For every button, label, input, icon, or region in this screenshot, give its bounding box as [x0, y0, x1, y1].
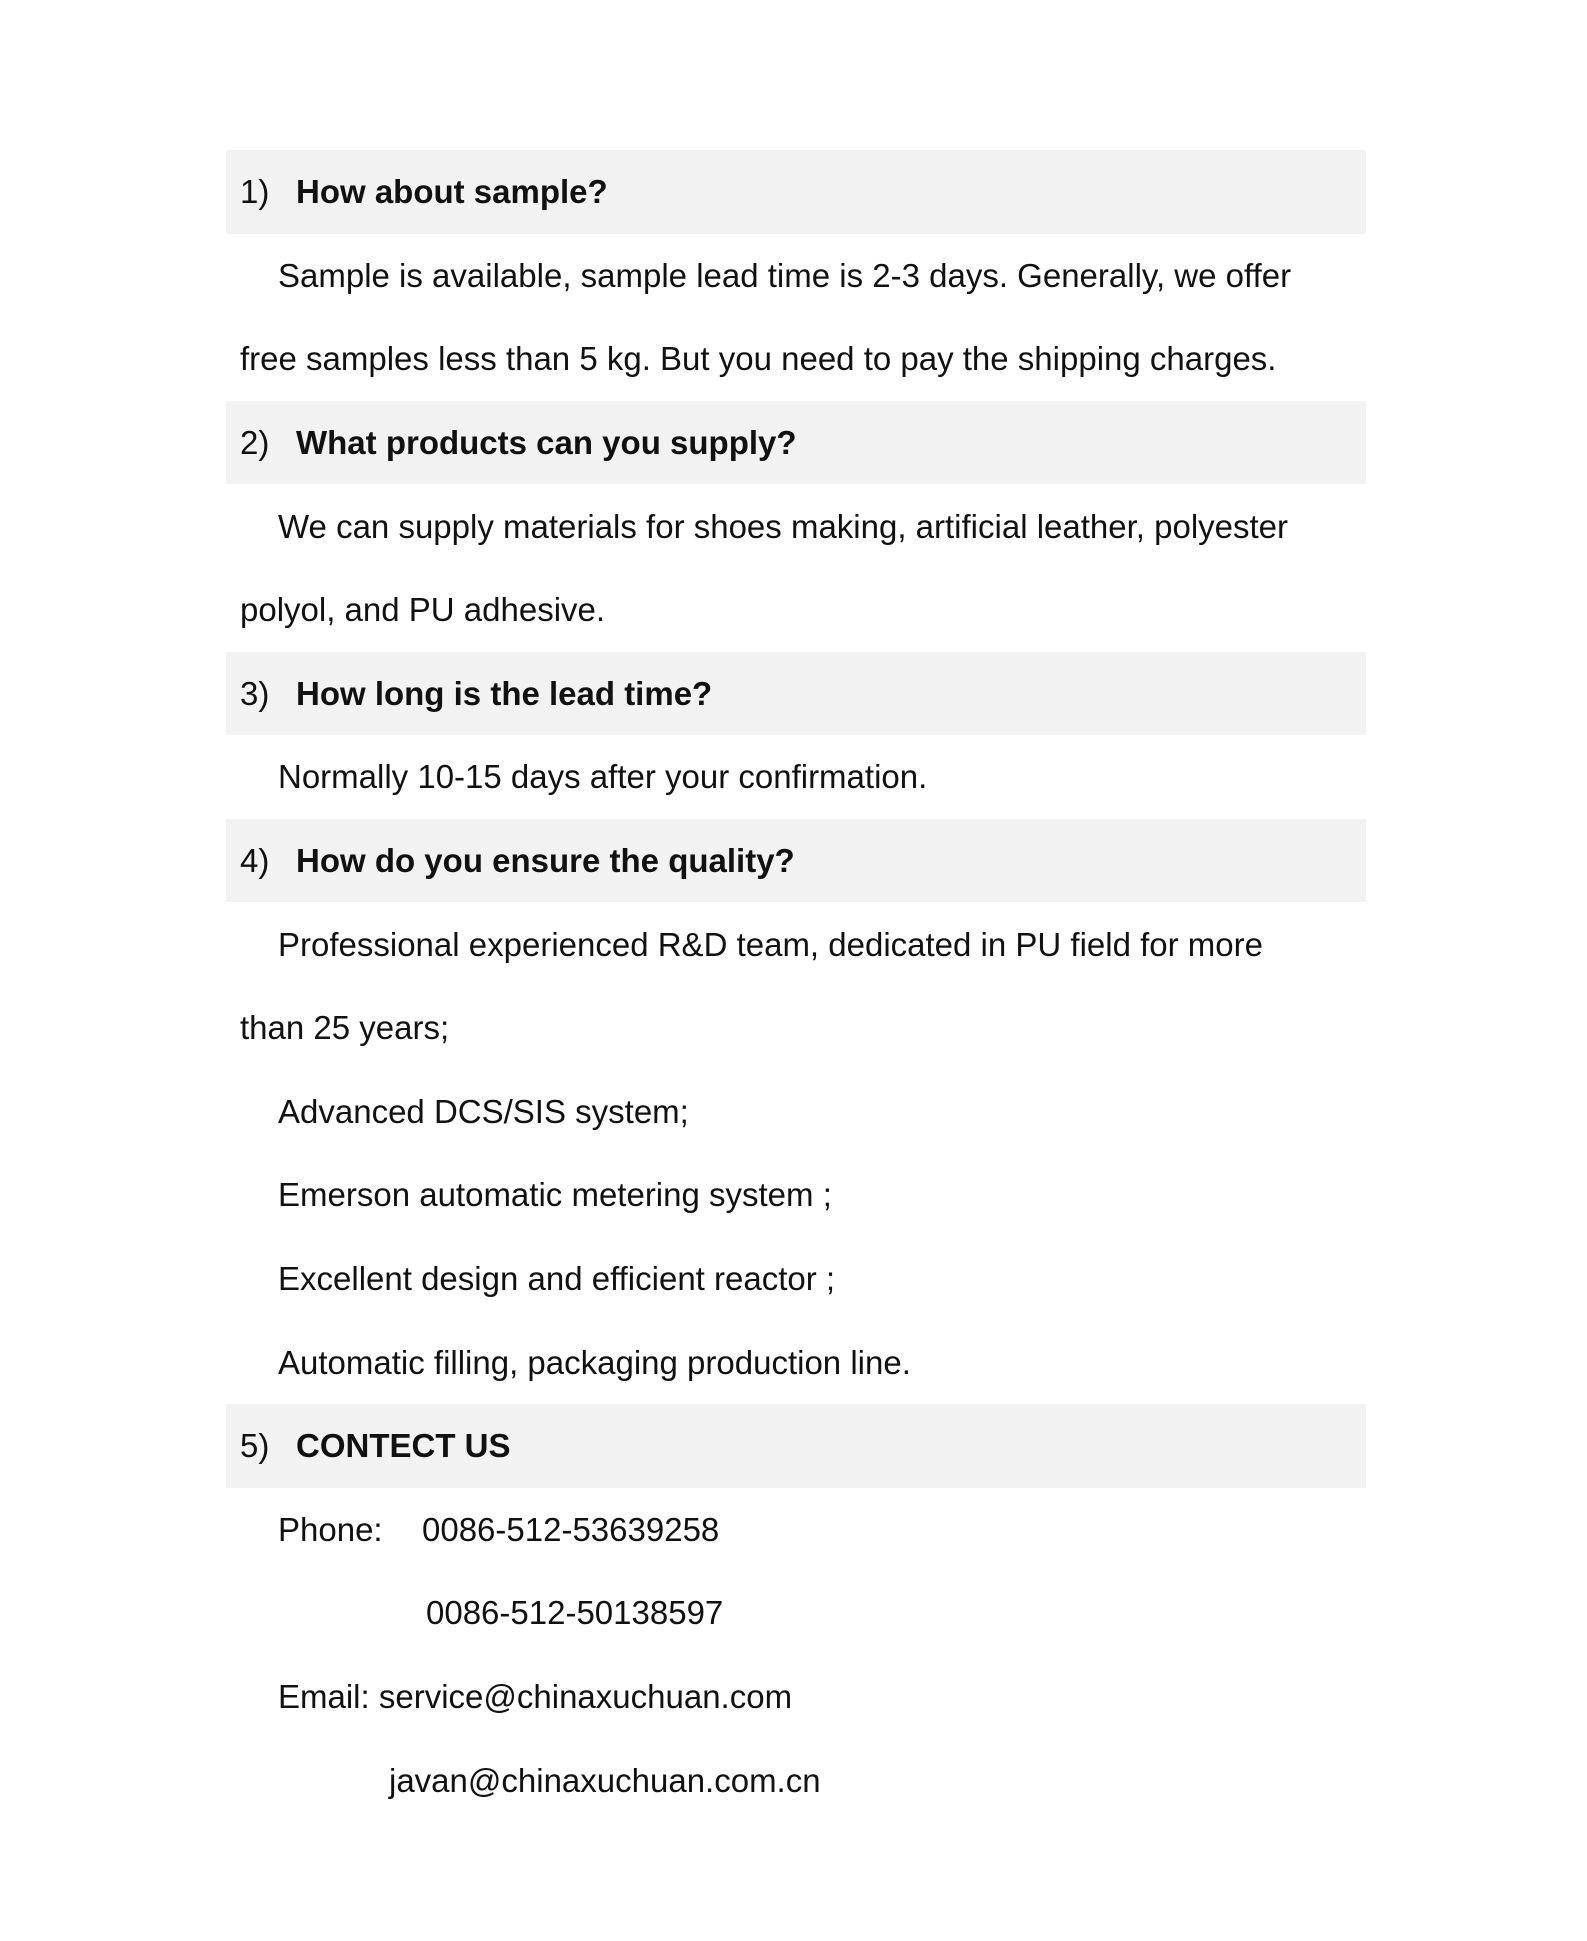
phone-number: 0086-512-53639258: [422, 1510, 720, 1548]
email-address: service@chinaxuchuan.com: [378, 1677, 793, 1715]
faq-answer-line: free samples less than 5 kg. But you need to pay the shipping charges.: [240, 340, 1277, 378]
faq-answer-line: than 25 years;: [240, 1009, 450, 1047]
faq-question: How about sample?: [296, 173, 608, 211]
contact-heading: [226, 1404, 1366, 1488]
faq-answer-line: Sample is available, sample lead time is 2-3 days. Generally, we offer: [278, 256, 1292, 294]
faq-answer-line: We can supply materials for shoes making, artificial leather, polyester: [278, 507, 1289, 545]
faq-heading-4: [226, 819, 1366, 903]
contact-email-row-1: [226, 1655, 1366, 1739]
phone-label: Phone:: [278, 1510, 383, 1548]
faq-answer-line: Excellent design and efficient reactor ;: [278, 1260, 836, 1298]
faq-answer-line: Professional experienced R&D team, dedicated in PU field for more: [278, 925, 1263, 963]
contact-number: 5): [240, 1427, 270, 1465]
faq-answer-line: Automatic filling, packaging production line.: [278, 1343, 911, 1381]
faq-answer-line: Normally 10-15 days after your confirmation.: [278, 758, 928, 796]
contact-phone-row-2: [226, 1571, 1366, 1655]
faq-heading-2: [226, 401, 1366, 485]
faq-question: How long is the lead time?: [296, 674, 713, 712]
faq-question: What products can you supply?: [296, 424, 797, 462]
contact-phone-row-1: [226, 1488, 1366, 1572]
faq-number: 2): [240, 424, 270, 462]
faq-content: [226, 150, 1366, 1822]
faq-heading-1: [226, 150, 1366, 234]
faq-answer-line: polyol, and PU adhesive.: [240, 591, 606, 629]
faq-heading-3: [226, 652, 1366, 736]
email-label: Email:: [278, 1677, 370, 1715]
faq-answer-line: Advanced DCS/SIS system;: [278, 1092, 689, 1130]
contact-title: CONTECT US: [296, 1427, 511, 1465]
faq-question: How do you ensure the quality?: [296, 842, 795, 880]
phone-number: 0086-512-50138597: [426, 1594, 724, 1632]
faq-number: 4): [240, 842, 270, 880]
email-address: javan@chinaxuchuan.com.cn: [389, 1761, 821, 1799]
contact-email-row-2: [226, 1738, 1366, 1822]
faq-answer-line: Emerson automatic metering system ;: [278, 1176, 832, 1214]
faq-number: 3): [240, 674, 270, 712]
faq-number: 1): [240, 173, 270, 211]
